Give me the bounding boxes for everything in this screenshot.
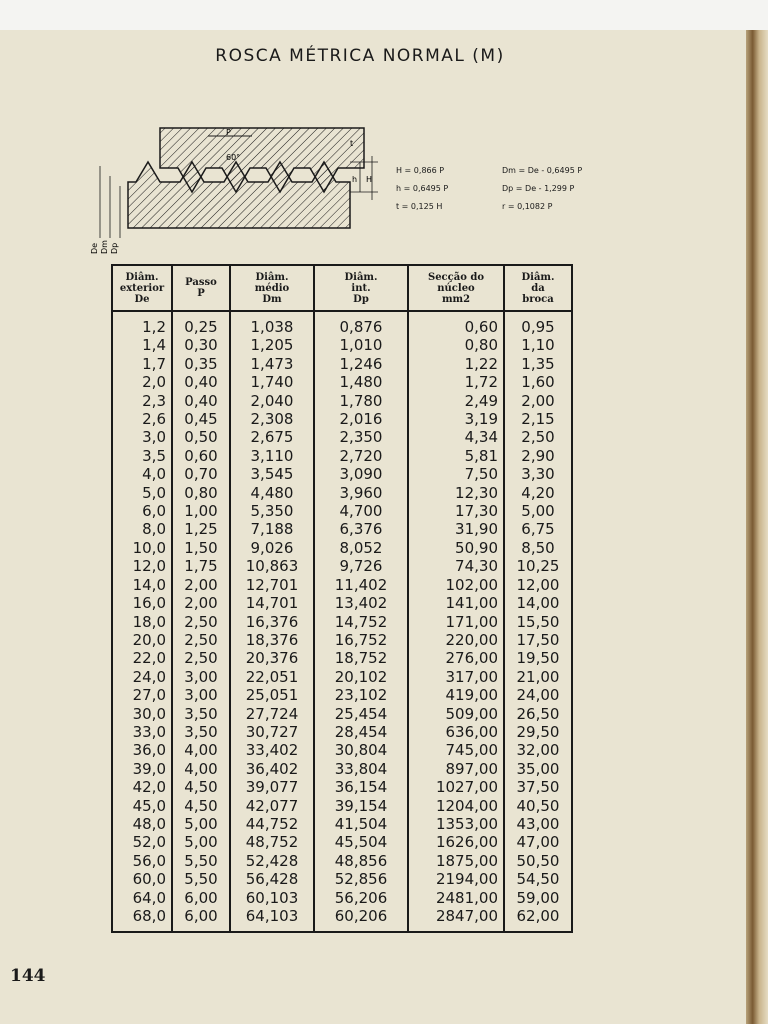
table-cell: 3,50 xyxy=(172,705,230,723)
table-cell: 45,504 xyxy=(314,833,408,851)
table-cell: 59,00 xyxy=(504,889,572,907)
column-header-line: Diâm. xyxy=(255,271,289,283)
table-row xyxy=(112,870,572,888)
table-cell: 2481,00 xyxy=(408,889,504,907)
table-cell: 36,154 xyxy=(314,778,408,796)
table-cell: 25,454 xyxy=(314,705,408,723)
table-row xyxy=(112,447,572,465)
table-cell: 0,40 xyxy=(172,392,230,410)
table-cell: 14,701 xyxy=(230,594,314,612)
column-header xyxy=(230,265,314,311)
table-cell: 15,50 xyxy=(504,613,572,631)
table-row xyxy=(112,557,572,575)
table-cell: 0,60 xyxy=(172,447,230,465)
table-cell: 3,30 xyxy=(504,465,572,483)
table-cell: 1,25 xyxy=(172,520,230,538)
table-cell: 3,00 xyxy=(172,668,230,686)
table-cell: 1875,00 xyxy=(408,852,504,870)
table-cell: 2,15 xyxy=(504,410,572,428)
table-cell: 4,00 xyxy=(172,760,230,778)
table-row xyxy=(112,723,572,741)
table-cell: 64,0 xyxy=(112,889,172,907)
column-header xyxy=(112,265,172,311)
table-cell: 2,308 xyxy=(230,410,314,428)
table-cell: 141,00 xyxy=(408,594,504,612)
table-row xyxy=(112,336,572,354)
table-cell: 43,00 xyxy=(504,815,572,833)
table-row xyxy=(112,852,572,870)
table-row xyxy=(112,576,572,594)
table-cell: 4,700 xyxy=(314,502,408,520)
table-row xyxy=(112,613,572,631)
column-header-line: int. xyxy=(351,282,371,294)
column-header-line: Secção do xyxy=(427,271,485,283)
table-cell: 897,00 xyxy=(408,760,504,778)
t-label: t xyxy=(350,139,354,148)
table-cell: 2,6 xyxy=(112,410,172,428)
table-cell: 39,077 xyxy=(230,778,314,796)
table-cell: 16,376 xyxy=(230,613,314,631)
formula-Dm: Dm = De - 0,6495 P xyxy=(502,166,583,175)
table-cell: 64,103 xyxy=(230,907,314,932)
table-cell: 32,00 xyxy=(504,741,572,759)
table-cell: 0,80 xyxy=(172,484,230,502)
table-cell: 52,428 xyxy=(230,852,314,870)
table-cell: 14,0 xyxy=(112,576,172,594)
column-header-line: Dm xyxy=(262,293,282,305)
table-cell: 68,0 xyxy=(112,907,172,932)
table-row xyxy=(112,465,572,483)
thread-data-table xyxy=(111,264,573,933)
table-cell: 220,00 xyxy=(408,631,504,649)
table-body xyxy=(112,311,572,932)
table-row xyxy=(112,705,572,723)
page-title: ROSCA MÉTRICA NORMAL (M) xyxy=(215,46,505,66)
table-cell: 1,246 xyxy=(314,355,408,373)
table-cell: 3,50 xyxy=(172,723,230,741)
table-cell: 5,50 xyxy=(172,870,230,888)
table-cell: 12,0 xyxy=(112,557,172,575)
table-row xyxy=(112,410,572,428)
column-header-line: da xyxy=(531,282,545,294)
table-cell: 1,72 xyxy=(408,373,504,391)
table-cell: 2,00 xyxy=(172,576,230,594)
table-row xyxy=(112,741,572,759)
table-cell: 18,752 xyxy=(314,649,408,667)
table-cell: 20,102 xyxy=(314,668,408,686)
table-cell: 276,00 xyxy=(408,649,504,667)
table-cell: 45,0 xyxy=(112,797,172,815)
table-cell: 3,19 xyxy=(408,410,504,428)
table-cell: 2,00 xyxy=(172,594,230,612)
table-cell: 54,50 xyxy=(504,870,572,888)
table-cell: 30,804 xyxy=(314,741,408,759)
column-header xyxy=(408,265,504,311)
table-cell: 18,376 xyxy=(230,631,314,649)
table-row xyxy=(112,686,572,704)
table-cell: 1,205 xyxy=(230,336,314,354)
table-cell: 0,35 xyxy=(172,355,230,373)
table-cell: 745,00 xyxy=(408,741,504,759)
page-number: 144 xyxy=(10,966,46,986)
table-cell: 10,0 xyxy=(112,539,172,557)
table-cell: 1,00 xyxy=(172,502,230,520)
table-cell: 36,0 xyxy=(112,741,172,759)
table-cell: 20,376 xyxy=(230,649,314,667)
table-row xyxy=(112,373,572,391)
table-cell: 30,727 xyxy=(230,723,314,741)
column-header-line: mm2 xyxy=(441,293,471,305)
table-cell: 1,473 xyxy=(230,355,314,373)
table-cell: 0,70 xyxy=(172,465,230,483)
table-cell: 5,0 xyxy=(112,484,172,502)
table-row xyxy=(112,797,572,815)
table-cell: 41,504 xyxy=(314,815,408,833)
table-cell: 13,402 xyxy=(314,594,408,612)
table-cell: 2,90 xyxy=(504,447,572,465)
table-cell: 509,00 xyxy=(408,705,504,723)
table-cell: 1,60 xyxy=(504,373,572,391)
table-cell: 25,051 xyxy=(230,686,314,704)
table-row xyxy=(112,631,572,649)
table-cell: 62,00 xyxy=(504,907,572,932)
formula-r: r = 0,1082 P xyxy=(502,202,553,211)
table-cell: 1204,00 xyxy=(408,797,504,815)
table-cell: 4,480 xyxy=(230,484,314,502)
table-row xyxy=(112,907,572,932)
dm-label: Dm xyxy=(100,240,109,254)
table-cell: 6,376 xyxy=(314,520,408,538)
table-cell: 2,50 xyxy=(172,649,230,667)
table-cell: 419,00 xyxy=(408,686,504,704)
table-cell: 5,00 xyxy=(172,833,230,851)
table-header-row xyxy=(112,265,572,311)
table-cell: 48,752 xyxy=(230,833,314,851)
table-cell: 17,50 xyxy=(504,631,572,649)
table-cell: 33,0 xyxy=(112,723,172,741)
column-header-line: núcleo xyxy=(437,282,475,294)
table-cell: 636,00 xyxy=(408,723,504,741)
table-row xyxy=(112,668,572,686)
table-cell: 30,0 xyxy=(112,705,172,723)
table-row xyxy=(112,815,572,833)
table-cell: 18,0 xyxy=(112,613,172,631)
table-cell: 1,7 xyxy=(112,355,172,373)
table-cell: 56,428 xyxy=(230,870,314,888)
table-cell: 35,00 xyxy=(504,760,572,778)
table-cell: 0,876 xyxy=(314,311,408,336)
table-cell: 0,60 xyxy=(408,311,504,336)
table-cell: 3,00 xyxy=(172,686,230,704)
column-header-line: P xyxy=(197,288,205,299)
table-cell: 48,0 xyxy=(112,815,172,833)
table-cell: 74,30 xyxy=(408,557,504,575)
table-cell: 29,50 xyxy=(504,723,572,741)
table-cell: 4,50 xyxy=(172,797,230,815)
table-cell: 19,50 xyxy=(504,649,572,667)
column-header-line: Dp xyxy=(353,293,369,305)
table-cell: 2,50 xyxy=(172,613,230,631)
table-cell: 42,0 xyxy=(112,778,172,796)
table-cell: 5,350 xyxy=(230,502,314,520)
table-cell: 4,50 xyxy=(172,778,230,796)
table-cell: 56,0 xyxy=(112,852,172,870)
table-cell: 60,0 xyxy=(112,870,172,888)
table-row xyxy=(112,520,572,538)
table-cell: 2,3 xyxy=(112,392,172,410)
table-cell: 26,50 xyxy=(504,705,572,723)
table-cell: 3,110 xyxy=(230,447,314,465)
table-cell: 2847,00 xyxy=(408,907,504,932)
table-cell: 4,00 xyxy=(172,741,230,759)
table-cell: 44,752 xyxy=(230,815,314,833)
table-cell: 12,701 xyxy=(230,576,314,594)
table-cell: 1,4 xyxy=(112,336,172,354)
table-cell: 40,50 xyxy=(504,797,572,815)
table-cell: 0,25 xyxy=(172,311,230,336)
table-cell: 3,5 xyxy=(112,447,172,465)
table-cell: 5,00 xyxy=(172,815,230,833)
table-row xyxy=(112,778,572,796)
table-cell: 2,720 xyxy=(314,447,408,465)
table-row xyxy=(112,539,572,557)
table-cell: 20,0 xyxy=(112,631,172,649)
table-cell: 9,026 xyxy=(230,539,314,557)
column-header-line: exterior xyxy=(119,282,165,294)
table-row xyxy=(112,760,572,778)
table-cell: 317,00 xyxy=(408,668,504,686)
table-cell: 10,863 xyxy=(230,557,314,575)
table-cell: 1,038 xyxy=(230,311,314,336)
dp-label: Dp xyxy=(110,242,119,254)
table-row xyxy=(112,484,572,502)
table-cell: 2,016 xyxy=(314,410,408,428)
table-cell: 6,00 xyxy=(172,907,230,932)
table-cell: 0,50 xyxy=(172,428,230,446)
table-cell: 2,040 xyxy=(230,392,314,410)
column-header-line: De xyxy=(134,293,150,305)
table-cell: 24,00 xyxy=(504,686,572,704)
table-cell: 1,50 xyxy=(172,539,230,557)
table-cell: 22,0 xyxy=(112,649,172,667)
table-cell: 2,49 xyxy=(408,392,504,410)
formula-H: H = 0,866 P xyxy=(396,166,445,175)
table-cell: 1,10 xyxy=(504,336,572,354)
formula-Dp: Dp = De - 1,299 P xyxy=(502,184,575,193)
thread-profile-diagram xyxy=(88,120,388,264)
table-cell: 1,75 xyxy=(172,557,230,575)
table-cell: 2,350 xyxy=(314,428,408,446)
table-row xyxy=(112,889,572,907)
table-cell: 12,30 xyxy=(408,484,504,502)
table-cell: 47,00 xyxy=(504,833,572,851)
table-cell: 5,81 xyxy=(408,447,504,465)
table-cell: 8,0 xyxy=(112,520,172,538)
table-cell: 6,00 xyxy=(172,889,230,907)
column-header xyxy=(504,265,572,311)
table-cell: 1,35 xyxy=(504,355,572,373)
table-row xyxy=(112,649,572,667)
table-cell: 1,010 xyxy=(314,336,408,354)
table-cell: 21,00 xyxy=(504,668,572,686)
table-cell: 0,95 xyxy=(504,311,572,336)
column-header xyxy=(172,265,230,311)
table-cell: 39,154 xyxy=(314,797,408,815)
table-cell: 33,402 xyxy=(230,741,314,759)
table-cell: 7,188 xyxy=(230,520,314,538)
table-cell: 3,545 xyxy=(230,465,314,483)
table-cell: 6,75 xyxy=(504,520,572,538)
table-cell: 3,960 xyxy=(314,484,408,502)
table-cell: 1626,00 xyxy=(408,833,504,851)
table-cell: 3,0 xyxy=(112,428,172,446)
table-cell: 56,206 xyxy=(314,889,408,907)
table-cell: 52,856 xyxy=(314,870,408,888)
table-cell: 1027,00 xyxy=(408,778,504,796)
table-cell: 2,0 xyxy=(112,373,172,391)
table-cell: 7,50 xyxy=(408,465,504,483)
table-cell: 0,30 xyxy=(172,336,230,354)
column-header-line: broca xyxy=(522,293,554,305)
table-cell: 1353,00 xyxy=(408,815,504,833)
table-cell: 33,804 xyxy=(314,760,408,778)
table-cell: 48,856 xyxy=(314,852,408,870)
column-header-line: Diâm. xyxy=(344,271,378,283)
table-cell: 14,752 xyxy=(314,613,408,631)
table-cell: 0,80 xyxy=(408,336,504,354)
table-cell: 3,090 xyxy=(314,465,408,483)
table-cell: 2,50 xyxy=(172,631,230,649)
table-cell: 60,206 xyxy=(314,907,408,932)
table-cell: 12,00 xyxy=(504,576,572,594)
table-cell: 36,402 xyxy=(230,760,314,778)
formula-t: t = 0,125 H xyxy=(396,202,443,211)
table-cell: 28,454 xyxy=(314,723,408,741)
table-cell: 52,0 xyxy=(112,833,172,851)
h-small-label: h xyxy=(352,175,358,184)
angle-label: 60° xyxy=(226,153,241,162)
table-row xyxy=(112,502,572,520)
table-cell: 39,0 xyxy=(112,760,172,778)
table-cell: 23,102 xyxy=(314,686,408,704)
table-cell: 4,20 xyxy=(504,484,572,502)
formula-h: h = 0,6495 P xyxy=(396,184,449,193)
table-cell: 17,30 xyxy=(408,502,504,520)
table-cell: 0,40 xyxy=(172,373,230,391)
table-cell: 5,50 xyxy=(172,852,230,870)
table-cell: 2,50 xyxy=(504,428,572,446)
table-cell: 50,50 xyxy=(504,852,572,870)
table-cell: 0,45 xyxy=(172,410,230,428)
table-cell: 9,726 xyxy=(314,557,408,575)
table-cell: 10,25 xyxy=(504,557,572,575)
column-header-line: Diâm. xyxy=(521,271,555,283)
table-cell: 1,780 xyxy=(314,392,408,410)
table-row xyxy=(112,311,572,336)
column-header-line: Passo xyxy=(185,277,217,288)
column-header xyxy=(314,265,408,311)
table-cell: 1,22 xyxy=(408,355,504,373)
pitch-label: P xyxy=(226,128,231,137)
scan-top-band xyxy=(0,0,768,30)
table-cell: 16,0 xyxy=(112,594,172,612)
table-cell: 1,740 xyxy=(230,373,314,391)
table-row xyxy=(112,428,572,446)
table-cell: 2,00 xyxy=(504,392,572,410)
table-cell: 24,0 xyxy=(112,668,172,686)
table-cell: 14,00 xyxy=(504,594,572,612)
table-row xyxy=(112,833,572,851)
table-cell: 6,0 xyxy=(112,502,172,520)
table-cell: 2,675 xyxy=(230,428,314,446)
table-row xyxy=(112,392,572,410)
table-cell: 27,0 xyxy=(112,686,172,704)
table-cell: 102,00 xyxy=(408,576,504,594)
table-cell: 27,724 xyxy=(230,705,314,723)
table-cell: 42,077 xyxy=(230,797,314,815)
column-header-line: médio xyxy=(254,282,290,294)
table-cell: 50,90 xyxy=(408,539,504,557)
h-large-label: H xyxy=(366,175,373,184)
table-cell: 37,50 xyxy=(504,778,572,796)
table-cell: 8,052 xyxy=(314,539,408,557)
table-cell: 171,00 xyxy=(408,613,504,631)
table-cell: 4,34 xyxy=(408,428,504,446)
table-row xyxy=(112,594,572,612)
column-header-line: Diâm. xyxy=(125,271,159,283)
table-cell: 60,103 xyxy=(230,889,314,907)
table-cell: 5,00 xyxy=(504,502,572,520)
table-cell: 4,0 xyxy=(112,465,172,483)
table-cell: 1,480 xyxy=(314,373,408,391)
table-cell: 8,50 xyxy=(504,539,572,557)
book-page-edge xyxy=(746,30,768,1024)
table-row xyxy=(112,355,572,373)
table-cell: 31,90 xyxy=(408,520,504,538)
table-cell: 1,2 xyxy=(112,311,172,336)
table-cell: 16,752 xyxy=(314,631,408,649)
table-cell: 11,402 xyxy=(314,576,408,594)
de-label: De xyxy=(90,242,99,254)
table-cell: 22,051 xyxy=(230,668,314,686)
table-cell: 2194,00 xyxy=(408,870,504,888)
